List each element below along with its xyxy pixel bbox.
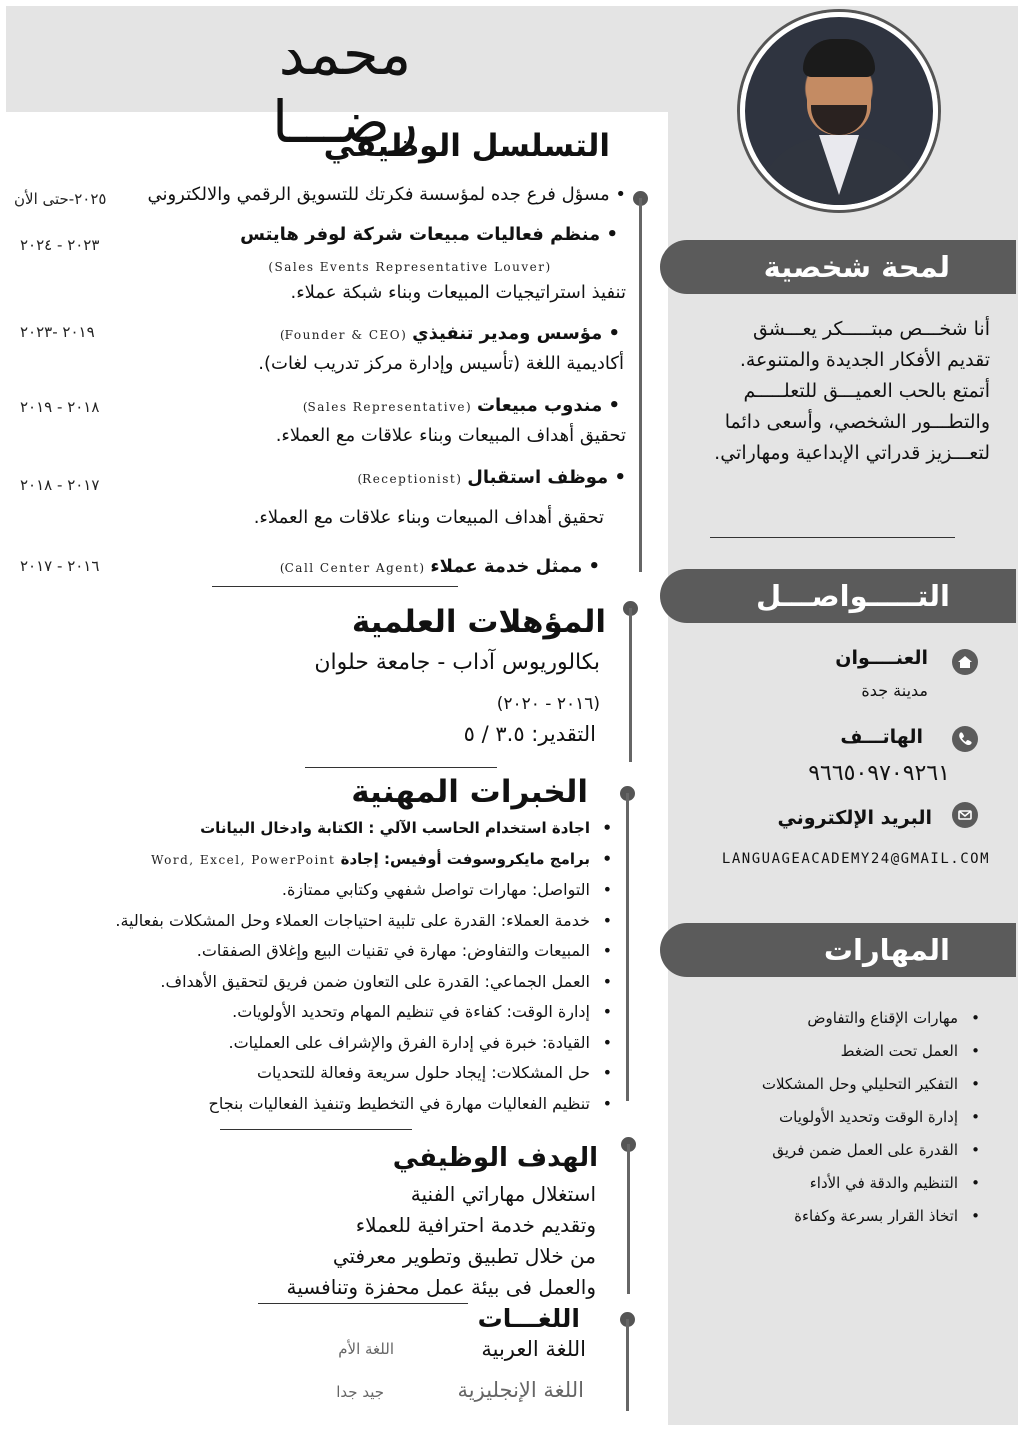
bullet: • <box>582 556 600 577</box>
education-title: المؤهلات العلمية <box>351 604 606 640</box>
contact-section-header: التـــــواصـــل <box>660 569 1016 623</box>
email-icon <box>952 802 978 828</box>
job-date: ٢٠١٩ -٢٠٢٣ <box>20 323 95 341</box>
job-title-text: مسؤل فرع جده لمؤسسة فكرتك للتسويق الرقمي والالكتروني <box>147 184 610 205</box>
phone-value: ٩٦٦٥٠٩٧٠٩٢٦١ <box>808 761 950 786</box>
job-title-text: منظم فعاليات مبيعات شركة لوفر هايتس <box>240 224 601 245</box>
language-level: اللغة الأم <box>338 1340 394 1358</box>
skill-item: • إدارة الوقت وتحديد الأولويات <box>690 1101 980 1134</box>
experience-item: • التواصل: مهارات تواصل شفهي وكتابي ممتازة. <box>10 875 612 906</box>
job-title <box>128 184 626 205</box>
bullet: • <box>600 224 618 245</box>
profile-text <box>660 314 990 469</box>
job-title <box>250 323 620 344</box>
profile-line: لتعـــزيز قدراتي الإبداعية ومهاراتي. <box>714 442 990 464</box>
job-title-text: مؤسس ومدير تنفيذي <box>412 323 603 344</box>
education-years: (٢٠١٦ - ٢٠٢٠) <box>496 694 600 714</box>
divider <box>305 767 497 768</box>
home-icon <box>952 649 978 675</box>
job-description: أكاديمية اللغة (تأسيس وإدارة مركز تدريب لغات). <box>258 353 624 374</box>
objective-line: من خلال تطبيق وتطوير معرفتي <box>332 1244 596 1268</box>
job-title-text: ممثل خدمة عملاء <box>430 556 583 577</box>
experience-item: • اجادة استخدام الحاسب الآلي : الكتابة وادخال البيانات <box>10 813 612 844</box>
job-title <box>240 556 600 577</box>
job-title-text: مندوب مبيعات <box>476 395 603 416</box>
bullet: • <box>602 395 620 416</box>
divider <box>710 537 955 538</box>
skill-item: • اتخاذ القرار بسرعة وكفاءة <box>690 1200 980 1233</box>
skill-item: • التفكير التحليلي وحل المشكلات <box>690 1068 980 1101</box>
person-name: محمد رضـــا <box>272 20 418 156</box>
job-english-title: (Founder & CEO) <box>279 328 406 342</box>
career-title: التسلسل الوظيفي <box>323 128 610 164</box>
language-name: اللغة العربية <box>481 1337 586 1361</box>
job-description: تحقيق أهداف المبيعات وبناء علاقات مع العملاء. <box>275 425 626 446</box>
phone-icon <box>952 726 978 752</box>
languages-title: اللغـــات <box>477 1304 580 1333</box>
skills-section-header: المهارات <box>660 923 1016 977</box>
skill-item: • العمل تحت الضغط <box>690 1035 980 1068</box>
job-date: ٢٠١٨ - ٢٠١٩ <box>20 398 100 416</box>
education-degree: بكالوريوس آداب - جامعة حلوان <box>314 650 600 675</box>
address-label: العنــــوان <box>835 647 928 669</box>
objective-text <box>220 1179 596 1303</box>
divider <box>258 1303 468 1304</box>
experience-title: الخبرات المهنية <box>351 774 588 810</box>
objective-line: استغلال مهاراتي الفنية <box>410 1182 596 1206</box>
experience-item-english: Word, Excel, PowerPoint <box>151 852 336 867</box>
timeline-line <box>639 198 642 572</box>
experience-item: • القيادة: خبرة في إدارة الفرق والإشراف على العمليات. <box>10 1028 612 1059</box>
bullet: • <box>602 323 620 344</box>
job-title <box>250 467 626 488</box>
bullet: • <box>609 184 626 205</box>
profile-line: أنا شخـــص مبتـــــكر يعـــشق <box>752 318 990 340</box>
profile-line: تقديم الأفكار الجديدة والمتنوعة. <box>739 349 990 371</box>
skills-list <box>690 1002 980 1233</box>
job-english-title: (Receptionist) <box>357 472 461 486</box>
experience-item: • المبيعات والتفاوض: مهارة في تقنيات البيع وإغلاق الصفقات. <box>10 936 612 967</box>
skill-item: • القدرة على العمل ضمن فريق <box>690 1134 980 1167</box>
objective-title: الهدف الوظيفي <box>392 1143 598 1173</box>
experience-list <box>10 813 612 1119</box>
job-date: ٢٠٢٣ - ٢٠٢٤ <box>20 236 100 254</box>
job-description: تنفيذ استراتيجيات المبيعات وبناء شبكة عملاء. <box>290 282 626 303</box>
job-date: ٢٠١٧ - ٢٠١٨ <box>20 476 100 494</box>
objective-line: وتقديم خدمة احترافية للعملاء <box>355 1213 596 1237</box>
timeline-line <box>626 793 629 1101</box>
job-title-text: موظف استقبال <box>467 467 609 488</box>
job-english-title: (Sales Representative) <box>302 400 471 414</box>
experience-item: • العمل الجماعي: القدرة على التعاون ضمن فريق لتحقيق الأهداف. <box>10 967 612 998</box>
job-title <box>250 395 620 416</box>
photo-beard <box>811 105 867 135</box>
email-label: البريد الإلكتروني <box>777 807 932 829</box>
job-description: تحقيق أهداف المبيعات وبناء علاقات مع العملاء. <box>253 507 604 528</box>
profile-photo <box>740 12 938 210</box>
job-title <box>200 224 618 245</box>
timeline-line <box>626 1319 629 1411</box>
email-value: LANGUAGEACADEMY24@GMAIL.COM <box>721 851 990 867</box>
profile-line: والتطـــور الشخصي، وأسعى دائما <box>724 411 990 433</box>
job-date: ٢٠٢٥-حتى الأن <box>14 190 107 208</box>
job-date: ٢٠١٦ - ٢٠١٧ <box>20 557 100 575</box>
language-name: اللغة الإنجليزية <box>457 1378 584 1402</box>
job-english-title: (Call Center Agent) <box>279 561 425 575</box>
bullet: • <box>608 467 626 488</box>
skill-item: • التنظيم والدقة في الأداء <box>690 1167 980 1200</box>
profile-section-header: لمحة شخصية <box>660 240 1016 294</box>
experience-item: • حل المشكلات: إيجاد حلول سريعة وفعالة للتحديات <box>10 1058 612 1089</box>
profile-line: أتمتع بالحب العميـــق للتعلـــــم <box>743 380 990 402</box>
phone-label: الهاتـــف <box>840 726 923 748</box>
education-grade: التقدير: ٣.٥ / ٥ <box>463 722 596 746</box>
photo-hair <box>803 39 875 77</box>
divider <box>220 1129 412 1130</box>
divider <box>212 586 458 587</box>
experience-item-text: برامج مايكروسوفت أوفيس: إجادة <box>340 849 590 868</box>
experience-item: • إدارة الوقت: كفاءة في تنظيم المهام وتحديد الأولويات. <box>10 997 612 1028</box>
experience-item <box>10 844 612 876</box>
job-english-title: (Sales Events Representative Louver) <box>268 260 552 274</box>
timeline-line <box>629 608 632 762</box>
experience-item: • خدمة العملاء: القدرة على تلبية احتياجات العملاء وحل المشكلات بفعالية. <box>10 906 612 937</box>
timeline-line <box>627 1144 630 1294</box>
language-level: جيد جدا <box>336 1383 384 1401</box>
experience-item: • تنظيم الفعاليات مهارة في التخطيط وتنفيذ الفعاليات بنجاح <box>10 1089 612 1120</box>
skill-item: • مهارات الإقناع والتفاوض <box>690 1002 980 1035</box>
objective-line: والعمل فى بيئة عمل محفزة وتنافسية <box>286 1275 596 1299</box>
address-value: مدينة جدة <box>861 681 928 700</box>
